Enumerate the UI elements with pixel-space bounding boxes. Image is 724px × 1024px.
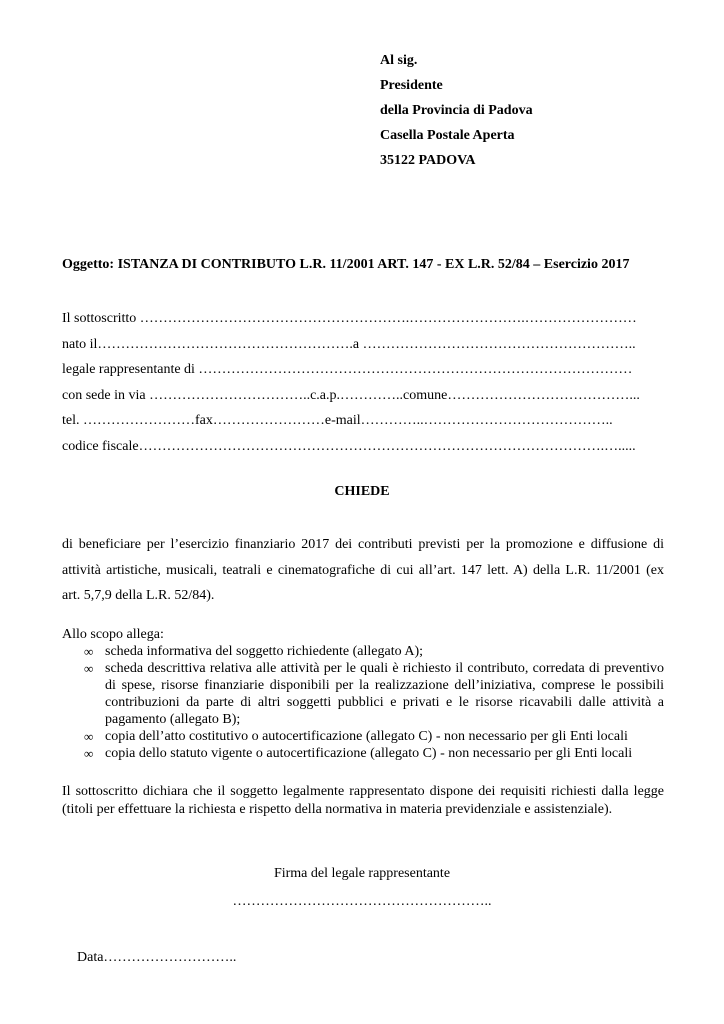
infinity-bullet-icon: ∞	[84, 729, 94, 744]
field-sede: con sede in via ……………………………..c.a.p.…………..comune…………………………………...	[62, 387, 640, 403]
signature-line: ………………………………………………..	[232, 894, 492, 909]
field-legale-rappresentante: legale rappresentante di …………………………………………………………………………………	[62, 362, 633, 377]
signature-label: Firma del legale rappresentante	[273, 866, 451, 881]
infinity-bullet-icon: ∞	[84, 644, 94, 659]
subject-line: Oggetto: ISTANZA DI CONTRIBUTO L.R. 11/2001 ART. 147 - EX L.R. 52/84 – Esercizio 2017	[62, 257, 630, 272]
request-paragraph	[62, 532, 664, 609]
addressee-block	[380, 48, 533, 173]
attachment-text: copia dell’atto costitutivo o autocertificazione (allegato C) - non necessario per gli Enti locali	[105, 729, 628, 744]
chiede-heading: CHIEDE	[334, 484, 390, 499]
list-item	[84, 660, 664, 728]
declaration-paragraph: Il sottoscritto dichiara che il soggetto legalmente rappresentato dispone dei requisiti richiesti dalla legge (titoli per effettuare la richiesta e rispetto della normativa in materia previdenziale e assistenziale).	[62, 784, 664, 817]
field-codice-fiscale: codice fiscale……………………………………………………………………………………….….....	[62, 438, 636, 454]
addressee-line-1: Al sig.	[380, 53, 418, 68]
infinity-bullet-icon: ∞	[84, 661, 94, 676]
list-item	[84, 728, 664, 745]
attachments-list	[84, 643, 664, 762]
addressee-line-5: 35122 PADOVA	[380, 153, 476, 168]
request-line-1: di beneficiare per l’esercizio finanziario 2017 dei contributi previsti per la promozione e diffusione di	[62, 537, 664, 552]
attachment-text: copia dello statuto vigente o autocertificazione (allegato C) - non necessario per gli Enti locali	[105, 746, 633, 761]
date-field: Data………………………..	[77, 950, 237, 965]
list-item	[84, 745, 664, 762]
infinity-bullet-icon: ∞	[84, 746, 94, 761]
request-line-3: art. 5,7,9 della L.R. 52/84).	[62, 588, 215, 603]
applicant-fields	[62, 306, 640, 459]
request-line-2: attività artistiche, musicali, teatrali e cinematografiche di cui all’art. 147 lett. A) della L.R. 11/2001 (ex	[62, 562, 664, 578]
addressee-line-2: Presidente	[380, 78, 443, 93]
field-nato: nato il……………………………………………….a …………………………………………………..	[62, 336, 636, 352]
allega-title: Allo scopo allega:	[62, 627, 164, 642]
attachment-text: scheda descrittiva relativa alle attività per le quali è richiesto il contributo, corredata di preventivo di spese, risorse finanziarie disponibili per la realizzazione dell’iniziativa, comprese le possibili contribuzioni da parte di altri soggetti pubblici e privati e le risorse ricavabili dalle attività a pagamento (allegato B);	[105, 661, 664, 727]
field-contatti: tel. ……………………fax……………………e-mail…………..…………………………………..	[62, 413, 613, 428]
attachment-text: scheda informativa del soggetto richiedente (allegato A);	[105, 644, 423, 659]
addressee-line-3: della Provincia di Padova	[380, 103, 533, 118]
addressee-line-4: Casella Postale Aperta	[380, 128, 515, 143]
list-item	[84, 643, 664, 660]
field-sottoscritto: Il sottoscritto ………………………………………………….…………………….……………………	[62, 311, 637, 326]
